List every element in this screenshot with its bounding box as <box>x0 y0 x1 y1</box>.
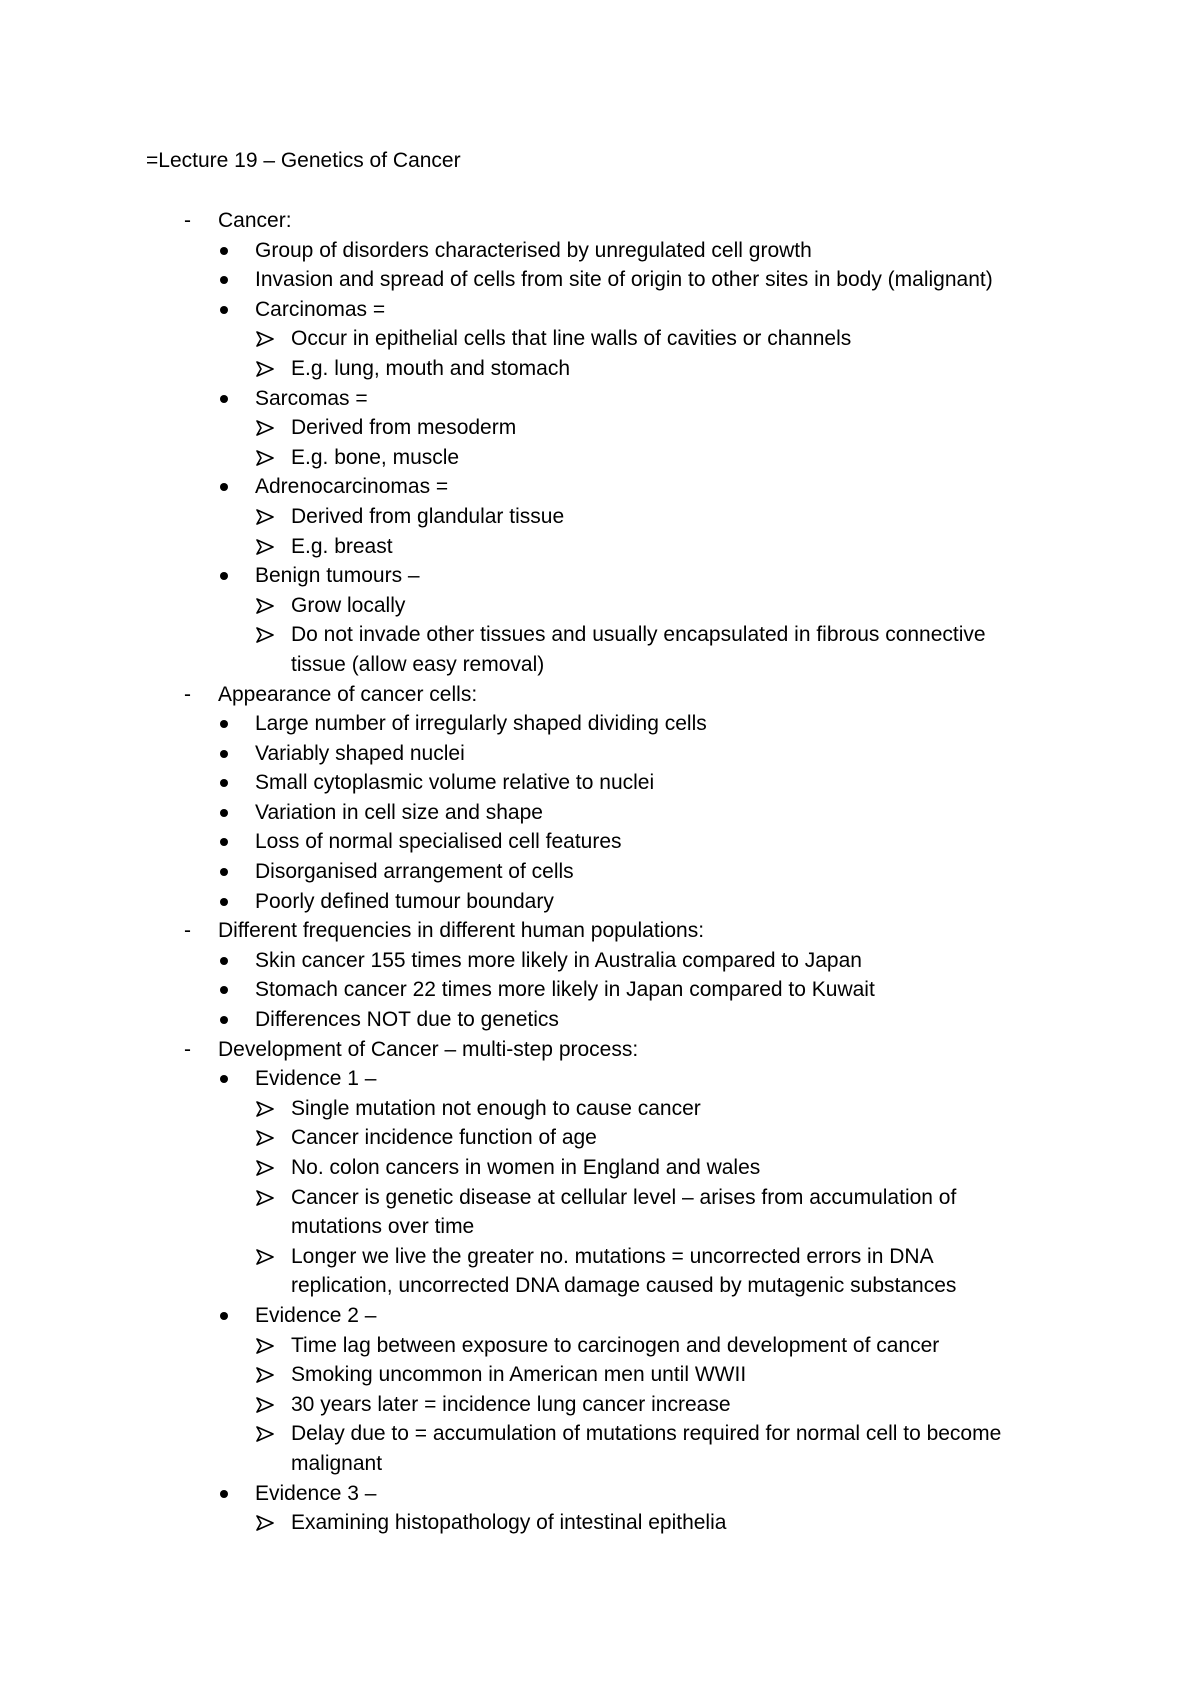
outline-text: Development of Cancer – multi-step process: <box>218 1037 639 1061</box>
outline-line <box>0 1183 1200 1213</box>
bullet-icon <box>220 957 228 965</box>
outline-line <box>0 236 1200 266</box>
outline-text: malignant <box>291 1451 383 1475</box>
dash-marker: - <box>184 919 191 943</box>
outline-line <box>0 1419 1200 1449</box>
outline-text: Small cytoplasmic volume relative to nuclei <box>255 771 655 795</box>
outline-text: Stomach cancer 22 times more likely in Japan compared to Kuwait <box>255 978 875 1002</box>
bullet-icon <box>220 838 228 846</box>
outline-line <box>0 591 1200 621</box>
outline-line <box>0 975 1200 1005</box>
bullet-icon <box>220 1312 228 1320</box>
outline-text: Adrenocarcinomas = <box>255 475 449 499</box>
arrow-bullet-icon <box>256 1130 274 1146</box>
outline-line <box>0 887 1200 917</box>
outline-line <box>0 916 1200 946</box>
outline-line <box>0 1123 1200 1153</box>
outline-line <box>0 1094 1200 1124</box>
dash-marker: - <box>184 1037 191 1061</box>
outline-line <box>0 709 1200 739</box>
outline-line <box>0 1449 1200 1479</box>
outline-line <box>0 384 1200 414</box>
outline-text: Examining histopathology of intestinal epithelia <box>291 1511 727 1535</box>
outline-line <box>0 1035 1200 1065</box>
outline-line <box>0 265 1200 295</box>
outline-line <box>0 443 1200 473</box>
bullet-icon <box>220 306 228 314</box>
outline-text: Variation in cell size and shape <box>255 800 543 824</box>
bullet-icon <box>220 1490 228 1498</box>
outline-text: Delay due to = accumulation of mutations required for normal cell to become <box>291 1422 1002 1446</box>
outline-text: Poorly defined tumour boundary <box>255 889 554 913</box>
bullet-icon <box>220 1016 228 1024</box>
outline-line <box>0 324 1200 354</box>
outline-text: Grow locally <box>291 593 406 617</box>
bullet-icon <box>220 986 228 994</box>
outline-line <box>0 946 1200 976</box>
outline-line <box>0 650 1200 680</box>
outline-text: Do not invade other tissues and usually encapsulated in fibrous connective <box>291 623 986 647</box>
dash-marker: - <box>184 209 191 232</box>
outline-text: mutations over time <box>291 1215 475 1239</box>
bullet-icon <box>220 1075 228 1083</box>
arrow-bullet-icon <box>256 361 274 377</box>
dash-marker: - <box>184 682 191 706</box>
arrow-bullet-icon <box>256 1515 274 1531</box>
outline-text: Cancer: <box>218 209 292 232</box>
outline-line <box>0 1242 1200 1272</box>
outline-line <box>0 798 1200 828</box>
outline-text: Differences NOT due to genetics <box>255 1008 559 1032</box>
outline-text: 30 years later = incidence lung cancer increase <box>291 1392 731 1416</box>
outline-line <box>0 827 1200 857</box>
outline-text: E.g. bone, muscle <box>291 445 460 469</box>
outline-text: E.g. lung, mouth and stomach <box>291 356 570 380</box>
bullet-icon <box>220 395 228 403</box>
outline-line <box>0 680 1200 710</box>
arrow-bullet-icon <box>256 1249 274 1265</box>
bullet-icon <box>220 572 228 580</box>
outline-text: tissue (allow easy removal) <box>291 652 545 676</box>
outline-line <box>0 206 1200 236</box>
outline-text: Variably shaped nuclei <box>255 741 465 765</box>
outline-text: Group of disorders characterised by unregulated cell growth <box>255 238 812 262</box>
arrow-bullet-icon <box>256 450 274 466</box>
bullet-icon <box>220 809 228 817</box>
outline-line <box>0 1508 1200 1538</box>
arrow-bullet-icon <box>256 1101 274 1117</box>
bullet-icon <box>220 868 228 876</box>
outline-line <box>0 1390 1200 1420</box>
arrow-bullet-icon <box>256 598 274 614</box>
outline-text: No. colon cancers in women in England and wales <box>291 1156 761 1179</box>
bullet-icon <box>220 720 228 728</box>
outline-text: Disorganised arrangement of cells <box>255 860 574 884</box>
outline-line <box>0 1479 1200 1509</box>
bullet-icon <box>220 898 228 906</box>
page-title: =Lecture 19 – Genetics of Cancer <box>146 149 461 172</box>
arrow-bullet-icon <box>256 1190 274 1206</box>
outline-line <box>0 502 1200 532</box>
outline-line <box>0 1301 1200 1331</box>
outline-line <box>0 1271 1200 1301</box>
outline-line <box>0 472 1200 502</box>
outline-text: Loss of normal specialised cell features <box>255 830 622 854</box>
outline-text: Single mutation not enough to cause cancer <box>291 1096 701 1120</box>
outline-line <box>0 1064 1200 1094</box>
bullet-icon <box>220 750 228 758</box>
outline-line <box>0 532 1200 562</box>
outline-line <box>0 620 1200 650</box>
arrow-bullet-icon <box>256 1426 274 1442</box>
outline-line <box>0 1212 1200 1242</box>
bullet-icon <box>220 483 228 491</box>
outline-text: Cancer is genetic disease at cellular level – arises from accumulation of <box>291 1185 957 1209</box>
outline-text: Evidence 3 – <box>255 1481 377 1505</box>
bullet-icon <box>220 779 228 787</box>
outline-text: Invasion and spread of cells from site of origin to other sites in body (malignant) <box>255 268 993 292</box>
arrow-bullet-icon <box>256 539 274 555</box>
bullet-icon <box>220 247 228 255</box>
outline-line <box>0 354 1200 384</box>
outline-text: Evidence 1 – <box>255 1067 377 1091</box>
outline-text: Carcinomas = <box>255 297 386 321</box>
outline-text: Derived from glandular tissue <box>291 504 565 528</box>
outline-text: replication, uncorrected DNA damage caused by mutagenic substances <box>291 1274 957 1298</box>
arrow-bullet-icon <box>256 627 274 643</box>
arrow-bullet-icon <box>256 1338 274 1354</box>
outline-line <box>0 739 1200 769</box>
arrow-bullet-icon <box>256 509 274 525</box>
outline-text: Longer we live the greater no. mutations = uncorrected errors in DNA <box>291 1244 934 1268</box>
outline-text: E.g. breast <box>291 534 393 558</box>
outline-list <box>0 206 1200 1538</box>
outline-text: Large number of irregularly shaped dividing cells <box>255 712 707 736</box>
outline-line <box>0 1005 1200 1035</box>
arrow-bullet-icon <box>256 420 274 436</box>
outline-text: Skin cancer 155 times more likely in Australia compared to Japan <box>255 948 862 972</box>
outline-text: Benign tumours – <box>255 564 420 588</box>
outline-line <box>0 1153 1200 1183</box>
outline-text: Cancer incidence function of age <box>291 1126 597 1150</box>
arrow-bullet-icon <box>256 1367 274 1383</box>
outline-text: Occur in epithelial cells that line walls of cavities or channels <box>291 327 852 351</box>
arrow-bullet-icon <box>256 1160 274 1176</box>
arrow-bullet-icon <box>256 331 274 347</box>
bullet-icon <box>220 276 228 284</box>
arrow-bullet-icon <box>256 1397 274 1413</box>
outline-text: Different frequencies in different human populations: <box>218 919 705 943</box>
outline-line <box>0 1360 1200 1390</box>
outline-line <box>0 1331 1200 1361</box>
outline-line <box>0 295 1200 325</box>
outline-text: Time lag between exposure to carcinogen and development of cancer <box>291 1333 940 1357</box>
outline-text: Smoking uncommon in American men until WWII <box>291 1363 747 1387</box>
outline-line <box>0 413 1200 443</box>
outline-line <box>0 857 1200 887</box>
outline-text: Derived from mesoderm <box>291 416 517 440</box>
outline-text: Sarcomas = <box>255 386 368 410</box>
outline-line <box>0 561 1200 591</box>
outline-line <box>0 768 1200 798</box>
outline-text: Evidence 2 – <box>255 1303 377 1327</box>
outline-text: Appearance of cancer cells: <box>218 682 478 706</box>
